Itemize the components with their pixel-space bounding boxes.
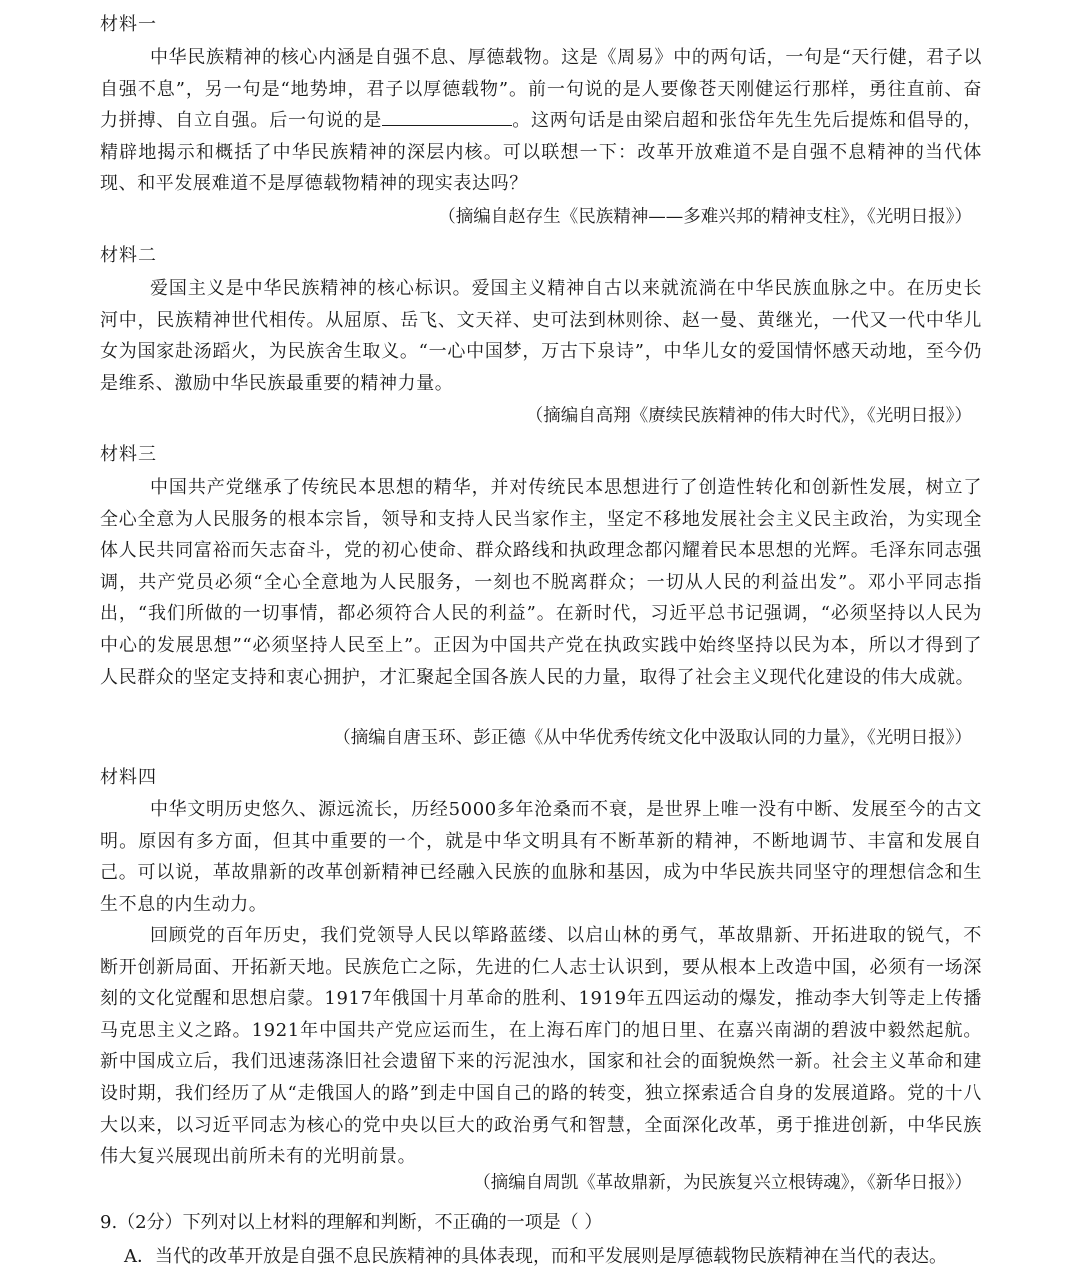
material-3-source: （摘编自唐玉环、彭正德《从中华优秀传统文化中汲取认同的力量》，《光明日报》） (333, 728, 972, 748)
material-2-paragraph: 爱国主义是中华民族精神的核心标识。爱国主义精神自古以来就流淌在中华民族血脉之中。在历史长河中，民族精神世代相传。从屈原、岳飞、文天祥、史可法到林则徐、赵一曼、黄继光，一代又一代中华儿女为国家赴汤蹈火，为民族舍生取义。“一心中国梦，万古下泉诗”，中华儿女的爱国情怀感天动地，至今仍是维系、激励中华民族最重要的精神力量。 (100, 278, 982, 394)
material-2-label: 材料二 (100, 245, 157, 266)
material-4-paragraph-2: 回顾党的百年历史，我们党领导人民以筚路蓝缕、以启山林的勇气，革故鼎新、开拓进取的锐气，不断开创新局面、开拓新天地。民族危亡之际，先进的仁人志士认识到，要从根本上改造中国，必须有一场深刻的文化觉醒和思想启蒙。1917年俄国十月革命的胜利、1919年五四运动的爆发，推动李大钊等走上传播马克思主义之路。1921年中国共产党应运而生，在上海石库门的旭日里、在嘉兴南湖的碧波中毅然起航。新中国成立后，我们迅速荡涤旧社会遗留下来的污泥浊水，国家和社会的面貌焕然一新。社会主义革命和建设时期，我们经历了从“走俄国人的路”到走中国自己的路的转变，独立探索适合自身的发展道路。党的十八大以来，以习近平同志为核心的党中央以巨大的政治勇气和智慧，全面深化改革，勇于推进创新，中华民族伟大复兴展现出前所未有的光明前景。 (100, 925, 982, 1168)
question-stem: 9.（2分）下列对以上材料的理解和判断，不正确的一项是（ ） (100, 1212, 603, 1233)
material-4-source: （摘编自周凯《革故鼎新，为民族复兴立根铸魂》，《新华日报》） (473, 1173, 972, 1193)
option-a[interactable]: A．当代的改革开放是自强不息民族精神的具体表现，而和平发展则是厚德载物民族精神在当代的表达。 (124, 1246, 947, 1267)
material-1-paragraph (100, 42, 982, 200)
material-1-label: 材料一 (100, 14, 157, 35)
material-4-label: 材料四 (100, 767, 157, 788)
material-3-paragraph: 中国共产党继承了传统民本思想的精华，并对传统民本思想进行了创造性转化和创新性发展，树立了全心全意为人民服务的根本宗旨，领导和支持人民当家作主，坚定不移地发展社会主义民主政治，为实现全体人民共同富裕而矢志奋斗，党的初心使命、群众路线和执政理念都闪耀着民本思想的光辉。毛泽东同志强调，共产党员必须“全心全意地为人民服务，一刻也不脱离群众；一切从人民的利益出发”。邓小平同志指出，“我们所做的一切事情，都必须符合人民的利益”。在新时代，习近平总书记强调，“必须坚持以人民为中心的发展思想”“必须坚持人民至上”。正因为中国共产党在执政实践中始终坚持以民为本，所以才得到了人民群众的坚定支持和衷心拥护，才汇聚起全国各族人民的力量，取得了社会主义现代化建设的伟大成就。 (100, 477, 982, 688)
material-2-source: （摘编自高翔《赓续民族精神的伟大时代》，《光明日报》） (525, 406, 972, 426)
answer-blank (382, 107, 512, 126)
material-3-label: 材料三 (100, 444, 157, 465)
material-1-source: （摘编自赵存生《民族精神——多难兴邦的精神支柱》，《光明日报》） (438, 207, 972, 227)
material-1-text-before-blank: 中华民族精神的核心内涵是自强不息、厚德载物。这是《周易》中的两句话，一句是“天行健，君子以自强不息”，另一句是“地势坤，君子以厚德载物”。前一句说的是人要像苍天刚健运行那样，勇往直前、奋力拼搏、自立自强。后一句说的是 (100, 47, 982, 132)
material-4-paragraph-1: 中华文明历史悠久、源远流长，历经5000多年沧桑而不衰，是世界上唯一没有中断、发展至今的古文明。原因有多方面，但其中重要的一个，就是中华文明具有不断革新的精神，不断地调节、丰富和发展自己。可以说，革故鼎新的改革创新精神已经融入民族的血脉和基因，成为中华民族共同坚守的理想信念和生生不息的内生动力。 (100, 799, 982, 915)
material-1-text-after-blank: 。这两句话是由梁启超和张岱年先生先后提炼和倡导的，精辟地揭示和概括了中华民族精神的深层内核。可以联想一下：改革开放难道不是自强不息精神的当代体现、和平发展难道不是厚德载物精神的现实表达吗？ (100, 110, 982, 195)
